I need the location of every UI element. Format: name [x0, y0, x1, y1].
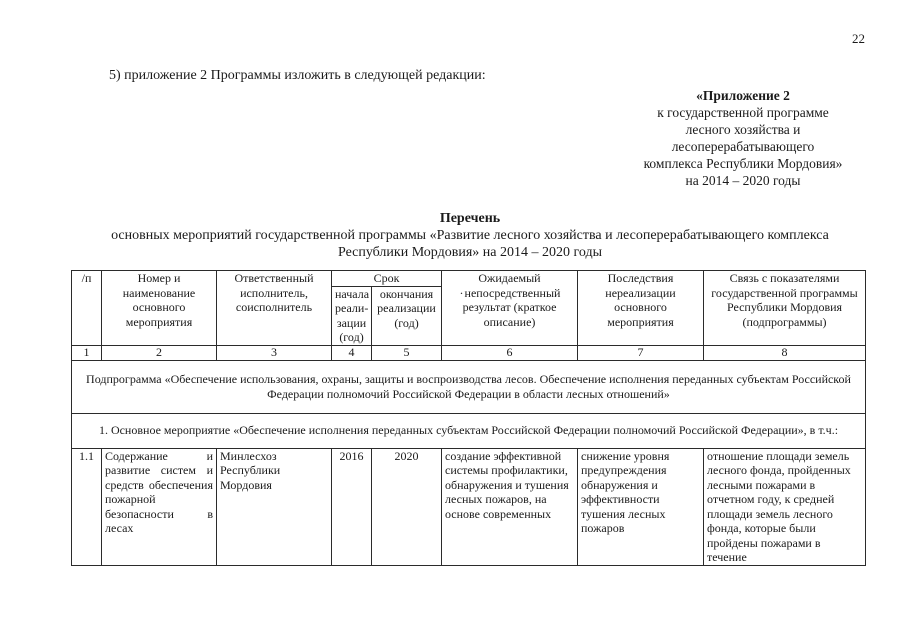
header-result-top: Ожидаемый: [478, 271, 541, 285]
row-end-text: 2020: [394, 448, 419, 463]
main-event-row: [72, 413, 866, 448]
table-row: [72, 448, 866, 565]
column-number: 4: [332, 345, 372, 360]
row-consequences: [578, 448, 704, 565]
document-heading: [60, 210, 880, 261]
row-result-text: создание эффективной системы профилактики, обнаружения и тушения лесных пожаров, на основе современных: [445, 448, 569, 521]
row-consequences-text: снижение уровня предупреждения обнаружения и эффективности тушения лесных пожаров: [581, 448, 670, 535]
column-number: 6: [442, 345, 578, 360]
header-consequences: Последствия нереализации основного мероприятия: [578, 271, 704, 346]
appendix-title: «Приложение 2: [696, 88, 790, 103]
header-row: [72, 271, 866, 287]
appendix-block: [618, 87, 868, 189]
header-name: Номер и наименование основного мероприятия: [102, 271, 217, 346]
row-end: [372, 448, 442, 565]
intro-text: 5) приложение 2 Программы изложить в следующей редакции:: [109, 68, 486, 83]
subprogram-title: Подпрограмма «Обеспечение использования, охраны, защиты и воспроизводства лесов. Обеспечение исполнения переданных субъектам Российской Федерации полномочий Российской Федерации в области лесных отношений»: [72, 360, 866, 413]
header-start: начала реали- зации (год): [332, 286, 372, 345]
header-num: /п: [72, 271, 102, 346]
appendix-line: лесного хозяйства и: [685, 122, 801, 137]
appendix-line: комплекса Республики Мордовия»: [643, 156, 843, 171]
row-result: [442, 448, 578, 565]
row-start-text: 2016: [339, 448, 364, 463]
heading-line: основных мероприятий государственной программы «Развитие лесного хозяйства и лесоперерабатывающего комплекса: [111, 228, 829, 243]
heading-line: Республики Мордовия» на 2014 – 2020 годы: [337, 245, 603, 260]
row-name: [102, 448, 217, 565]
measures-table: [71, 270, 866, 566]
column-number: 1: [72, 345, 102, 360]
column-number: 8: [704, 345, 866, 360]
row-executor-text: Минлесхоз Республики Мордовия: [220, 448, 281, 492]
page-number: 22: [852, 31, 865, 46]
header-term: Срок: [332, 271, 442, 287]
appendix-line: лесоперерабатывающего: [671, 139, 815, 154]
bullet-dot-icon: ·: [459, 285, 464, 300]
header-result-text: непосредственный результат (краткое описание): [462, 285, 561, 329]
column-number: 3: [217, 345, 332, 360]
row-link: [704, 448, 866, 565]
main-event-title: 1. Основное мероприятие «Обеспечение исполнения переданных субъектам Российской Федерации полномочий Российской Федерации», в т.ч.:: [72, 413, 866, 448]
header-executor: Ответственный исполнитель, соисполнитель: [217, 271, 332, 346]
subprogram-row: [72, 360, 866, 413]
column-numbers-row: [72, 345, 866, 360]
heading-title: Перечень: [439, 211, 501, 226]
header-link: Связь с показателями государственной программы Республики Мордовия (подпрограммы): [704, 271, 866, 346]
appendix-line: к государственной программе: [657, 105, 829, 120]
row-num-text: 1.1: [79, 448, 94, 463]
row-num: [72, 448, 102, 565]
row-name-text: Содержание и развитие систем и средств обеспечения пожарной безопасности в лесах: [105, 448, 213, 535]
column-number: 7: [578, 345, 704, 360]
row-executor: [217, 448, 332, 565]
column-number: 5: [372, 345, 442, 360]
row-start: [332, 448, 372, 565]
row-link-text: отношение площади земель лесного фонда, пройденных лесными пожарами в отчетном году, к средней площади земель лесного фонда, которые были пройдены пожарами в течение: [707, 448, 851, 564]
column-number: 2: [102, 345, 217, 360]
header-end: окончания реализации (год): [372, 286, 442, 345]
appendix-line: на 2014 – 2020 годы: [685, 173, 801, 188]
header-result: [442, 271, 578, 346]
